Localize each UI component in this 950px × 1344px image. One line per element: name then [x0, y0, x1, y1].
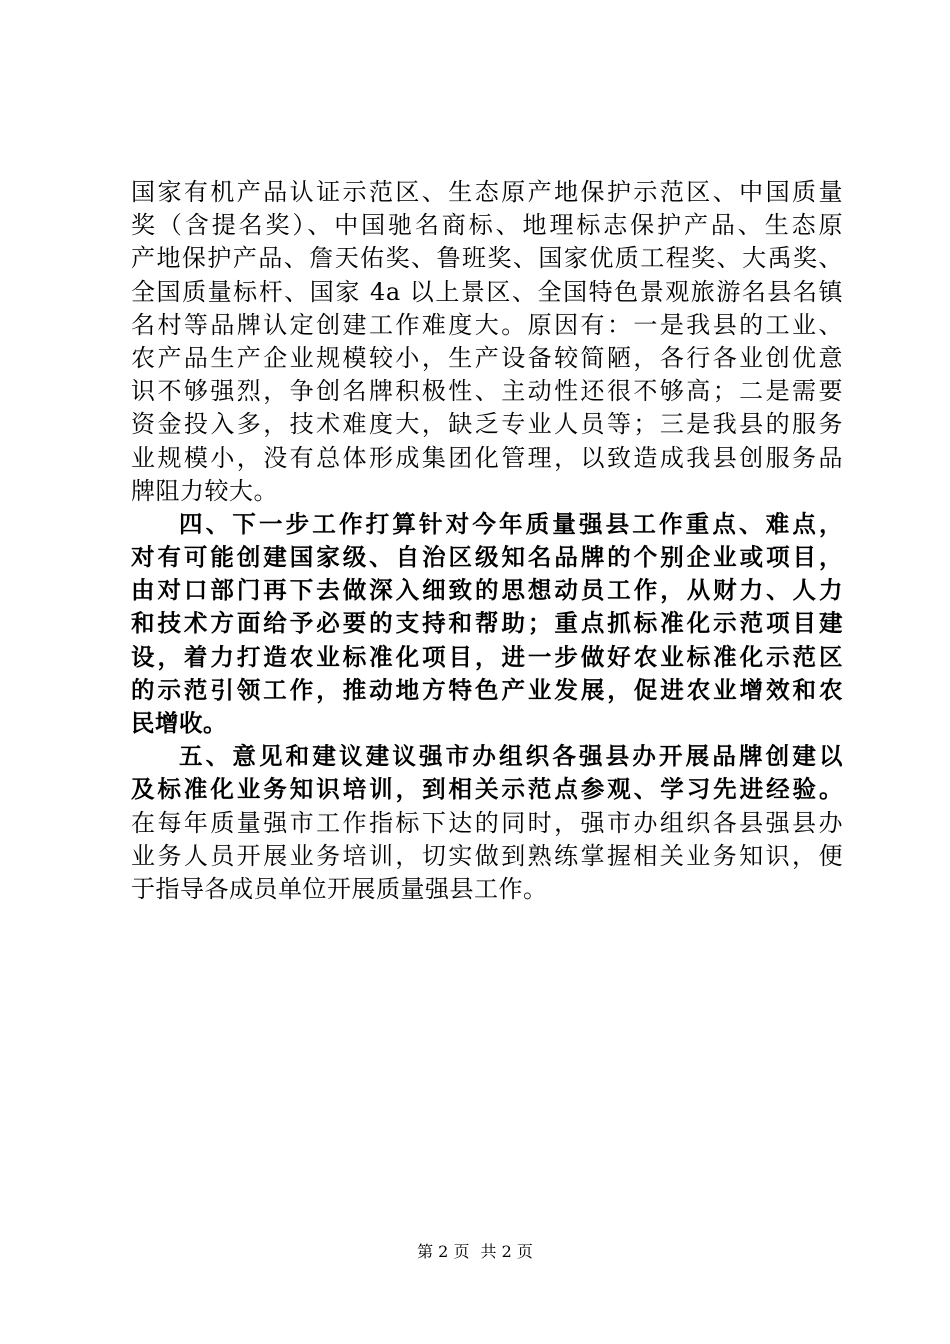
page-footer — [0, 1242, 950, 1262]
text-line: 和技术方面给予必要的支持和帮助；重点抓标准化示范项目建 — [131, 609, 843, 638]
text-line: 业规模小，没有总体形成集团化管理，以致造成我县创服务品 — [131, 443, 843, 472]
text-line: 农产品生产企业规模较小，生产设备较简陋，各行各业创优意 — [131, 343, 843, 372]
text-line: 国家有机产品认证示范区、生态原产地保护示范区、中国质量 — [131, 178, 843, 206]
paragraph-next-steps — [131, 508, 843, 740]
document-body — [131, 176, 843, 906]
text-line: 的示范引领工作，推动地方特色产业发展，促进农业增效和农 — [131, 675, 843, 704]
text-line: 民增收。 — [131, 709, 227, 737]
text-line: 奖（含提名奖）、中国驰名商标、地理标志保护产品、生态原 — [131, 211, 843, 240]
text-line: 设，着力打造农业标准化项目，进一步做好农业标准化示范区 — [131, 642, 843, 671]
text-line: 四、下一步工作打算针对今年质量强县工作重点、难点， — [179, 509, 843, 538]
text-line: 牌阻力较大。 — [131, 476, 278, 505]
text-line: 及标准化业务知识培训，到相关示范点参观、学习先进经验。 — [131, 775, 843, 804]
text-line: 业务人员开展业务培训，切实做到熟练掌握相关业务知识，便 — [131, 841, 843, 870]
text-line: 识不够强烈，争创名牌积极性、主动性还很不够高；二是需要 — [131, 377, 843, 406]
text-line: 对有可能创建国家级、自治区级知名品牌的个别企业或项目， — [131, 543, 843, 572]
text-line: 在每年质量强市工作指标下达的同时，强市办组织各县强县办 — [131, 808, 843, 837]
paragraph-difficulties — [131, 176, 843, 508]
text-line: 由对口部门再下去做深入细致的思想动员工作，从财力、人力 — [131, 576, 843, 605]
page-total: 共 2 页 — [480, 1242, 533, 1261]
text-line: 名村等品牌认定创建工作难度大。原因有：一是我县的工业、 — [131, 310, 843, 339]
text-line: 于指导各成员单位开展质量强县工作。 — [131, 874, 548, 903]
page-number: 第 2 页 — [417, 1242, 470, 1261]
text-line: 五、意见和建议建议强市办组织各强县办开展品牌创建以 — [179, 742, 843, 771]
text-line: 全国质量标杆、国家 4a 以上景区、全国特色景观旅游名县名镇 — [131, 277, 843, 306]
text-line: 产地保护产品、詹天佑奖、鲁班奖、国家优质工程奖、大禹奖、 — [131, 244, 843, 273]
text-line: 资金投入多，技术难度大，缺乏专业人员等；三是我县的服务 — [131, 410, 843, 439]
paragraph-suggestions — [131, 740, 843, 906]
